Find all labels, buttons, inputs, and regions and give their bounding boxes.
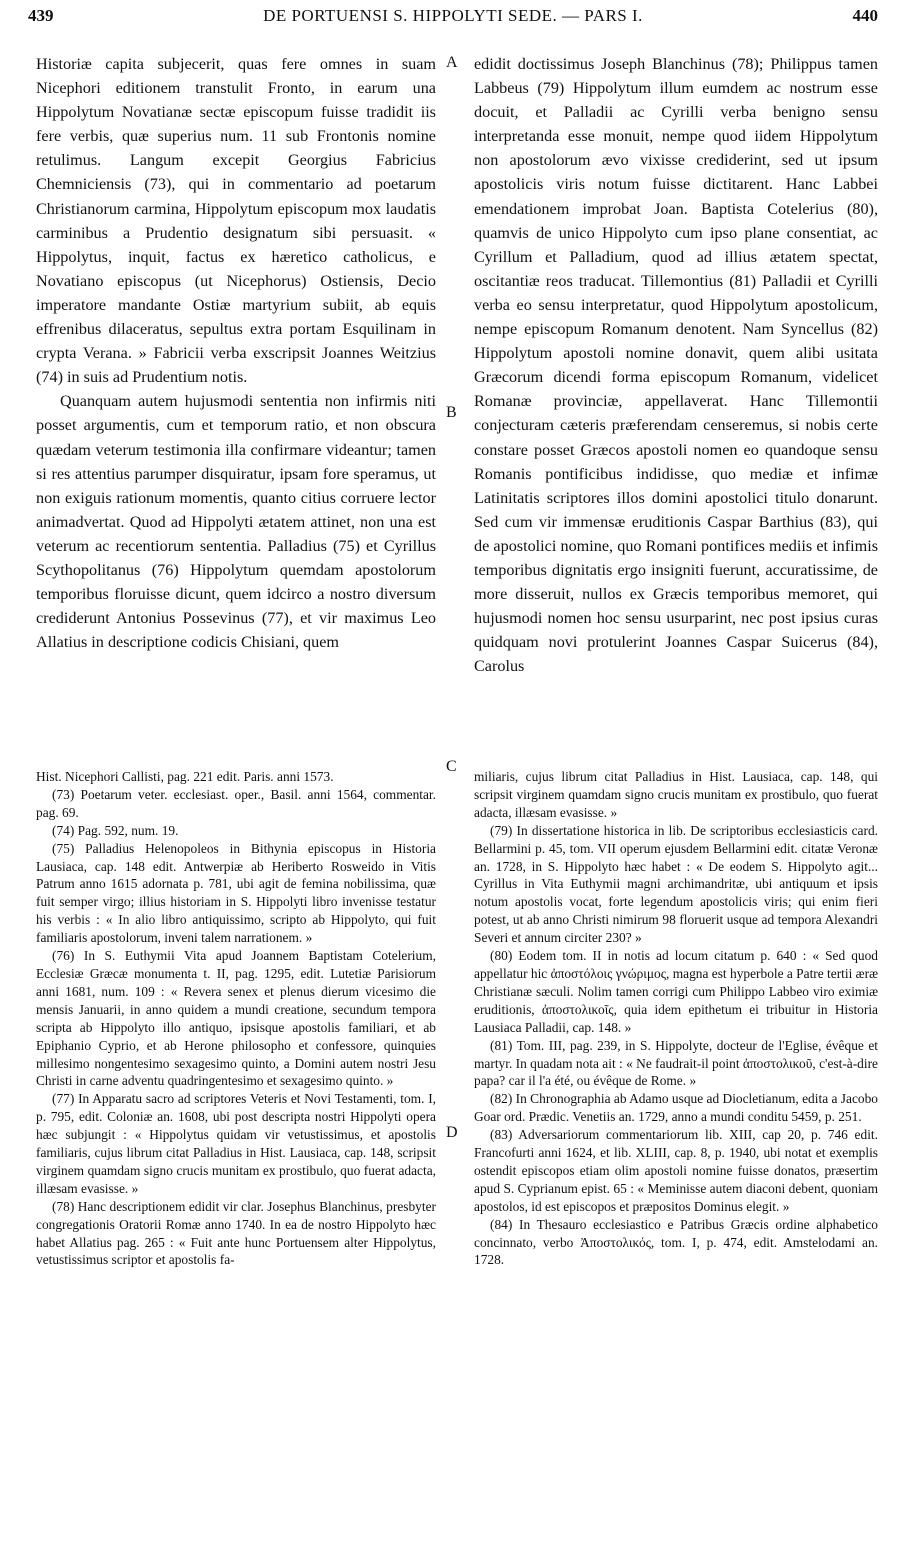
footnote: (76) In S. Euthymii Vita apud Joannem Baptistam Cotelerium, Ecclesiæ Græcæ monumenta t. II, pag. 1295, edit. Lutetiæ Parisiorum anni 1681, num. 109 : « Revera senex et plenus dierum vicesimo die mensis Januarii, in anno quidem a mundi creatione, secundum tempora scripta ab Hippolyto illo antiquo, ipsisque apostolis familiari, et ab Epiphanio Cyprio, et ab Herone philosopho et confessore, quinquies millesimo nongentesimo sexagesimo quinto, a Domini autem nostri Jesu Christi in carne adventu quadringentesimo et sexagesimo quinto. » (36, 948, 436, 1089)
footnote: (81) Tom. III, pag. 239, in S. Hippolyte, docteur de l'Eglise, évêque et martyr. In quadam nota ait : « Ne faudrait-il point ἀποστολικοῦ, c'est-à-dire papa? car il l'a été, ou évêque de Rome. » (474, 1037, 878, 1089)
margin-letter-d: D (446, 1124, 458, 1141)
running-title: DE PORTUENSI S. HIPPOLYTI SEDE. — PARS I. (263, 6, 643, 25)
footnote: (74) Pag. 592, num. 19. (52, 822, 179, 838)
main-paragraph: edidit doctissimus Joseph Blanchinus (78); Philippus tamen Labbeus (79) Hippolytum illum eumdem ac nostrum esse docuit, et Palladii ac Cyrilli verba benigno sensu interpretanda esse monuit, nempe quod iidem Hippolytum non apostolorum ævo vixisse crediderint, sed ut ipsum apostolicis viris notum fuisse dictitarent. Hanc Labbei emendationem improbat Joan. Baptista Cotelerius (80), quamvis de unico Hippolyto cum ipso plane consentiat, ac Cyrillum et Palladium, quod ad illius ætatem spectat, oscitantiæ reos traducat. Tillemontius (81) Palladii et Cyrilli verba eo sensu interpretatur, quod Hippolytum apostolicum, nempe episcopum Romanum denotent. Nam Syncellus (82) Hippolytum apostoli nomine donavit, quem alibi usitata Græcorum dicendi forma episcopum Romanum, videlicet Romanæ provinciæ, appellaverat. Hanc Tillemontii conjecturam cæteris præferendam censeremus, si nobis certe constare posset Græcos apostoli nomen eo quandoque sensu Romanis pontificibus indidisse, quo mediæ et infimæ Latinitatis scriptores illos domini apostolici titulo donarunt. Sed cum vir immensæ eruditionis Caspar Barthius (83), qui de apostolici nomine, quo Romani pontifices mediis et infimis temporibus dignitatis ergo insigniti fuerunt, accuratissime, de more disseruit, nullos ex Græcis temporibus memoret, qui hujusmodi nomen hoc sensu usurparint, nec post ipsius curas quidquam novi protulerint Joannes Caspar Suicerus (84), Carolus (474, 55, 878, 676)
main-text-left-column (36, 52, 436, 654)
footnote: miliaris, cujus librum citat Palladius in Hist. Lausiaca, cap. 148, qui scripsit virginem quamdam signo crucis munitam ex prostibulo, quo fuerat adacta, illæsam evasisse. » (474, 769, 878, 820)
footnote: (73) Poetarum veter. ecclesiast. oper., Basil. anni 1564, commentar. pag. 69. (36, 786, 436, 820)
footnote: (78) Hanc descriptionem edidit vir clar. Josephus Blanchinus, presbyter congregationis Oratorii Romæ anno 1740. In ea de nostro Hippolyto hæc habet Allatius pag. 265 : « Fuit ante hunc Portuensem alter Hippolytus, vetustissimus scriptor et apostolis fa- (36, 1198, 436, 1268)
page-number-left: 439 (28, 6, 54, 25)
page-header (28, 6, 878, 32)
margin-letter-c: C (446, 758, 457, 775)
margin-letter-b: B (446, 404, 457, 421)
main-text-right-column (474, 52, 878, 678)
footnote: Hist. Nicephori Callisti, pag. 221 edit. Paris. anni 1573. (36, 769, 334, 784)
margin-letter-a: A (446, 54, 458, 71)
footnote: (84) In Thesauro ecclesiastico e Patribus Græcis ordine alphabetico concinnato, verbo Ἀποστολικός, tom. I, p. 474, edit. Amstelodami an. 1728. (474, 1216, 878, 1268)
footnotes-left-column (36, 768, 436, 1269)
footnote: (77) In Apparatu sacro ad scriptores Veteris et Novi Testamenti, tom. I, p. 795, edit. Coloniæ an. 1608, ubi post descripta nostri Hippolyti opera hæc subjungit : « Hippolytus quidam vir vetustissimus, et apostolis familiaris, cujus librum citat Palladius in Hist. Lausiaca, cap. 148, scripsit virginem quamdam signo crucis munitam ex prostibulo, quo fuerat adacta, illæsam evasisse. » (36, 1091, 436, 1196)
page-number-right: 440 (852, 6, 878, 25)
footnote: (80) Eodem tom. II in notis ad locum citatum p. 640 : « Sed quod appellatur hic ἀποστόλοις γνώριμος, magna est hyperbole a Patre tertii æræ Christianæ sæculi. Nolim tamen corrigi cum Philippo Labbeo viro eximiæ eruditionis, ἀποστολικοῖς, quia idem epithetum ei tribuitur in Historia Lausiaca Palladii, cap. 148. » (474, 948, 879, 1035)
footnote: (83) Adversariorum commentariorum lib. XIII, cap 20, p. 746 edit. Francofurti anni 1624, et lib. XLIII, cap. 8, p. 1940, ubi notat et exemplis ostendit episcopos etiam olim apostoli nomine fuisse donatos, præsertim apud S. Cyprianum epist. 65 : « Meminisse autem diaconi debent, quoniam apostolos, id est episcopos et præpositos Dominus elegit. » (474, 1127, 878, 1214)
footnote: (75) Palladius Helenopoleos in Bithynia episcopus in Historia Lausiaca, cap. 148 edit. Antwerpiæ ab Heriberto Rosweido in Vitis Patrum anno 1615 adornata p. 781, ubi agit de femina nobilissima, quæ fuit semper virgo; illius historiam in S. Hippolyti libro invenisse testatur his verbis : « In alio libro antiquissimo, scripto ab Hippolyto, qui fuit familiaris apostolorum, inveni talem narrationem. » (36, 840, 436, 946)
footnotes-right-column (474, 768, 878, 1269)
main-paragraph: Quanquam autem hujusmodi sententia non infirmis niti posset argumentis, cum et temporum ratio, et non obscura quædam veterum testimonia illa confirmare videantur; tamen si res attentius parumper disquiratur, ipsam fore speramus, ut non exiguis rationum momentis, quanto citius corruere lector animadvertat. Quod ad Hippolyti ætatem attinet, non una est veterum ac recentiorum sententia. Palladius (75) et Cyrillus Scythopolitanus (76) Hippolytum quemdam apostolorum temporibus floruisse dicunt, quem idcirco a nostro diversum crediderunt Antonius Possevinus (77), et vir maximus Leo Allatius in descriptione codicis Chisiani, quem (36, 392, 436, 652)
footnote: (82) In Chronographia ab Adamo usque ad Diocletianum, edita a Jacobo Goar ord. Prædic. Venetiis an. 1729, anno a mundi conditu 5459, p. 251. (474, 1091, 878, 1125)
main-paragraph: Historiæ capita subjecerit, quas fere omnes in suam Nicephori editionem transtulit Fronto, in earum una Hippolytum Novatianæ sectæ episcopum fuisse tradidit iis fere verbis, quæ superius num. 11 sub Frontonis nomine retulimus. Langum excepit Georgius Fabricius Chemniciensis (73), qui in commentario ad poetarum Christianorum carmina, Hippolytum episcopum mox laudatis carminibus a Prudentio designatum sibi persuasit. « Hippolytus, inquit, factus ex hæretico catholicus, e Novatiano episcopus (ut Nicephorus) Ostiensis, Decio imperatore mandante Ostiæ martyrium subiit, ab equis effrenibus dilaceratus, sepultus extra portam Esquilinam in crypta Verana. » Fabricii verba exscripsit Joannes Weitzius (74) in suis ad Prudentium notis. (36, 55, 436, 387)
footnote: (79) In dissertatione historica in lib. De scriptoribus ecclesiasticis card. Bellarmini p. 45, tom. VII operum ejusdem Bellarmini edit. citatæ Veronæ an. 1728, in S. Hippolyto hæc habet : « De eodem S. Hippolyto agit... Cyrillus in Vita Euthymii magni archimandritæ, ubi antiquum et ipsis notum apostolis vocat, forte legendum apostolicis viris; qui enim fieri potest, ut ab anno Christi nimirum 98 floruerit usque ad tempora Alexandri Severi et annum circiter 230? » (474, 822, 878, 946)
